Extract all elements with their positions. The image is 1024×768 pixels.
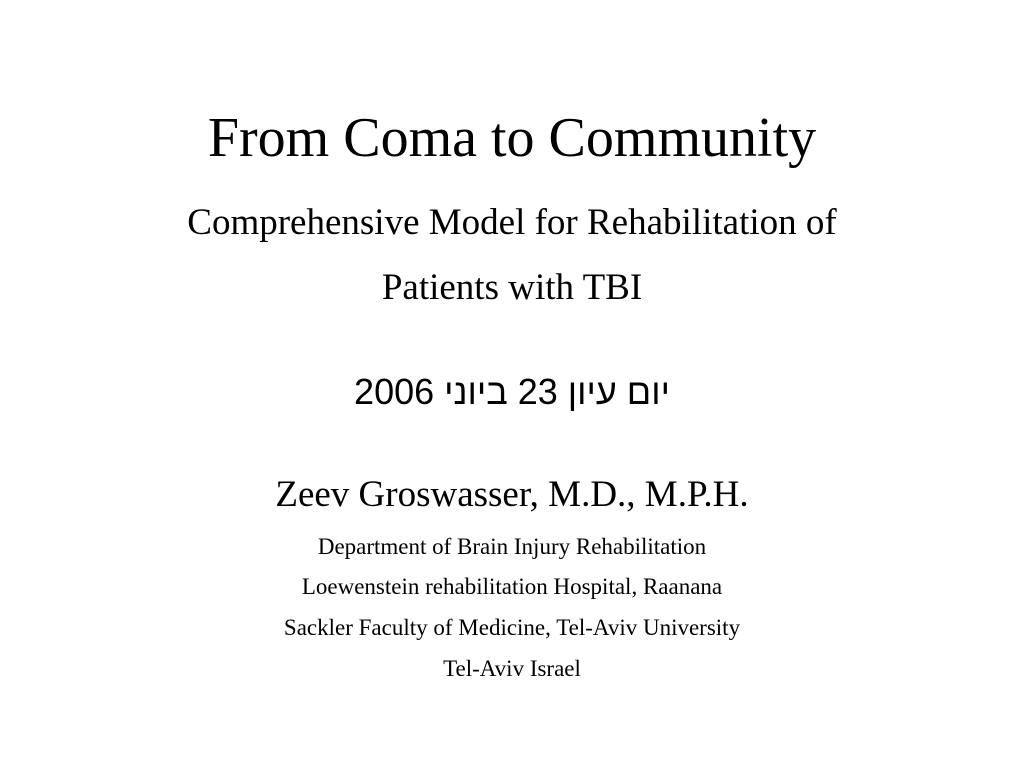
slide-subtitle-line-2: Patients with TBI [381, 267, 643, 308]
affiliation-hospital: Loewenstein rehabilitation Hospital, Raanana [301, 574, 723, 599]
author-name: Zeev Groswasser, M.D., M.P.H. [275, 474, 749, 515]
slide-title: From Coma to Community [207, 107, 817, 169]
hebrew-event-date: יום עיון 23 ביוני 2006 [354, 371, 670, 412]
affiliation-university: Sackler Faculty of Medicine, Tel-Aviv University [283, 615, 741, 640]
affiliation-location: Tel-Aviv Israel [443, 656, 581, 681]
slide-subtitle-line-1: Comprehensive Model for Rehabilitation of [187, 202, 837, 243]
affiliation-department: Department of Brain Injury Rehabilitation [317, 534, 707, 559]
